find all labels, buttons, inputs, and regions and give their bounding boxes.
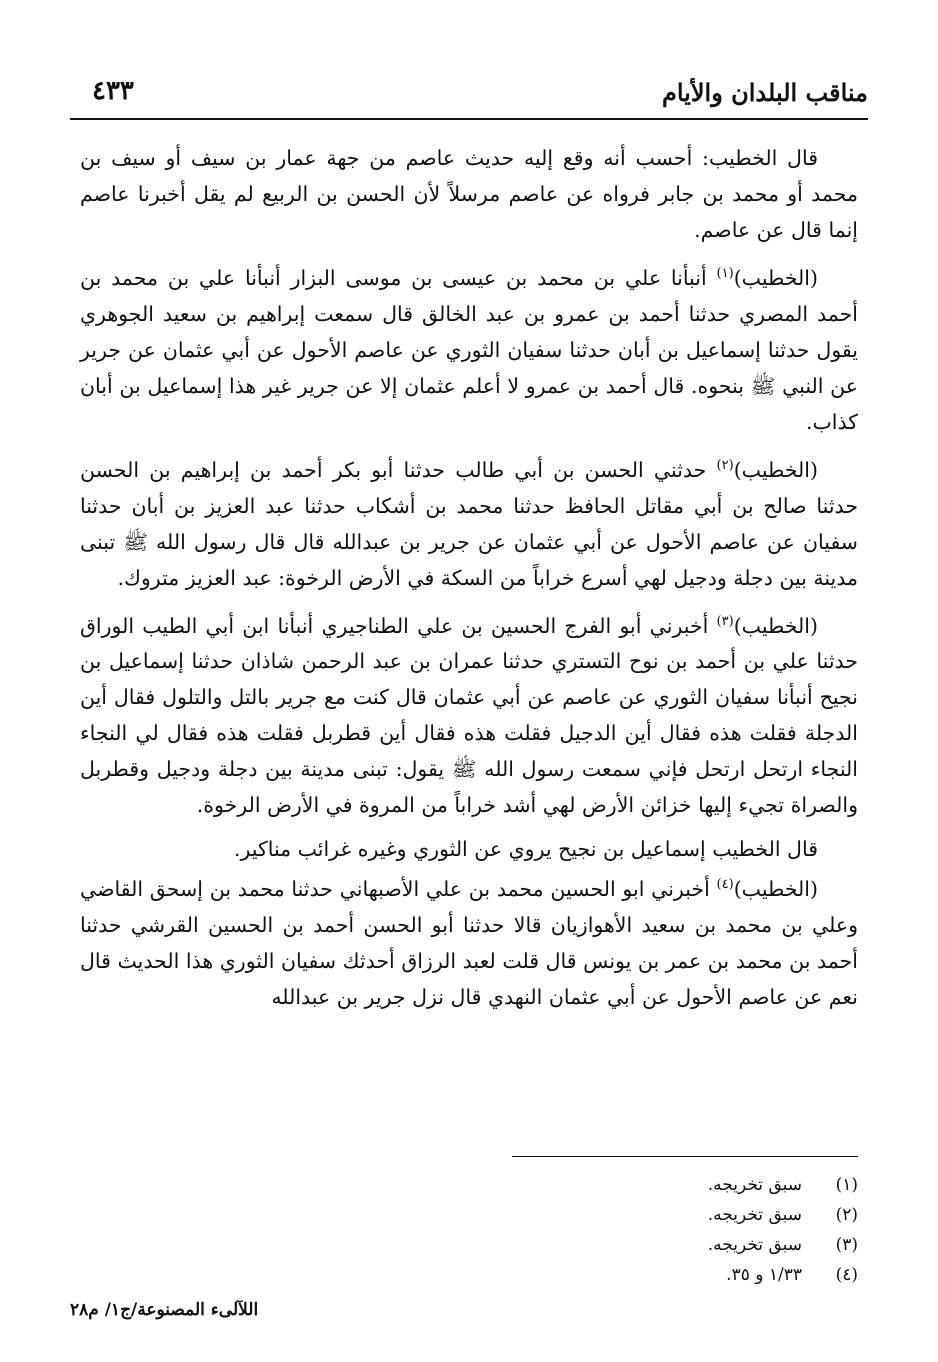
source-label: (الخطيب) [733, 457, 818, 482]
running-header [70, 72, 868, 116]
paragraph [80, 448, 858, 596]
source-label: (الخطيب) [733, 877, 818, 902]
footnote-text: ١/٣٣ و ٣٥. [726, 1265, 802, 1285]
paragraph-text: حدثني الحسن بن أبي طالب حدثنا أبو بكر أحمد بن إبراهيم بن الحسن حدثنا صالح بن أبي مقاتل الحافظ حدثنا محمد بن أشكاب حدثنا عبد العزيز بن أبان حدثنا سفيان عن عاصم الأحول عن أبي عثمان عن جرير بن عبدالله قال قال رسول الله ﷺ تبنى مدينة بين دجلة ودجيل لهي أسرع خراباً من السكة في الأرض الرخوة: عبد العزيز متروك. [80, 457, 858, 590]
footnote [708, 1170, 858, 1200]
source-label: (الخطيب) [733, 265, 818, 290]
source-label: (الخطيب) [733, 613, 818, 638]
paragraph [80, 831, 858, 867]
paragraph-text: أنبأنا علي بن محمد بن عيسى بن موسى البزار أنبأنا علي بن محمد بن أحمد المصري حدثنا أحمد بن عمرو بن عبد الخالق قال سمعت إبراهيم بن سعيد الجوهري يقول حدثنا إسماعيل بن أبان حدثنا سفيان الثوري عن عاصم الأحول عن أبي عثمان عن جرير عن النبي ﷺ بنحوه. قال أحمد بن عمرو لا أعلم عثمان إلا عن جرير غير هذا إسماعيل بن أبان كذاب. [80, 265, 858, 434]
footnote [708, 1260, 858, 1290]
paragraph-text: أخبرني ابو الحسين محمد بن علي الأصبهاني حدثنا محمد بن إسحق القاضي وعلي بن محمد بن سعيد الأهوازيان قالا حدثنا أبو الحسن أحمد بن الحسين القرشي حدثنا أحمد بن محمد بن عمر بن يونس قال قلت لعبد الرزاق أحدثك سفيان الثوري هذا الحديث قال نعم عن عاصم الأحول عن أبي عثمان النهدي قال نزل جرير بن عبدالله [80, 877, 858, 1010]
paragraph [80, 140, 858, 248]
paragraph [80, 867, 858, 1015]
footnote-ref: (٣) [716, 613, 734, 629]
footnote-ref: (٤) [716, 877, 734, 893]
footnote-number: (٢) [835, 1205, 858, 1225]
footnote [708, 1230, 858, 1260]
footnote-number: (٤) [835, 1265, 858, 1285]
page-number: ٤٣٣ [92, 76, 134, 106]
footnote-ref: (٢) [716, 457, 734, 473]
paragraph-text: قال الخطيب: أحسب أنه وقع إليه حديث عاصم من جهة عمار بن سيف أو سيف بن محمد أو محمد بن جابر فرواه عن عاصم مرسلاً لأن الحسن بن الربيع لم يقل أخبرنا عاصم إنما قال عن عاصم. [80, 146, 858, 242]
signature-line: اللآلىء المصنوعة/ج١/ م٢٨ [70, 1300, 259, 1320]
running-title: مناقب البلدان والأيام [661, 78, 868, 107]
footnote-ref: (١) [716, 266, 734, 281]
paragraph [80, 256, 858, 440]
footnotes [708, 1170, 858, 1290]
footnote-text: سبق تخريجه. [707, 1175, 802, 1195]
footnote-number: (١) [835, 1175, 858, 1195]
footnote-text: سبق تخريجه. [707, 1205, 802, 1225]
paragraph [80, 604, 858, 824]
paragraph-text: أخبرني أبو الفرج الحسين بن علي الطناجيري أنبأنا ابن أبي الطيب الوراق حدثنا علي بن أحمد بن نوح التستري حدثنا عمران بن عبد الرحمن شاذان حدثنا إسماعيل بن نجيح أنبأنا سفيان الثوري عن عاصم عن أبي عثمان قال كنت مع جرير بالتل والتلول فقال أين الدجلة فقلت هذه فقال أين الدجيل فقلت هذه فقال أين قطربل فقلت هذه فقال لي النجاء النجاء ارتحل ارتحل فإني سمعت رسول الله ﷺ يقول: تبنى مدينة بين دجلة ودجيل وقطربل والصراة تجيء إليها خزائن الأرض لهي أشد خراباً من المروة في الأرض الرخوة. [80, 613, 858, 818]
footnote-number: (٣) [835, 1235, 858, 1255]
footnote-rule [512, 1156, 858, 1157]
footnote [708, 1200, 858, 1230]
body-text [80, 140, 858, 1023]
footnote-text: سبق تخريجه. [707, 1235, 802, 1255]
paragraph-text: قال الخطيب إسماعيل بن نجيح يروي عن الثوري وغيره غرائب مناكير. [233, 837, 818, 862]
header-rule [70, 118, 868, 120]
